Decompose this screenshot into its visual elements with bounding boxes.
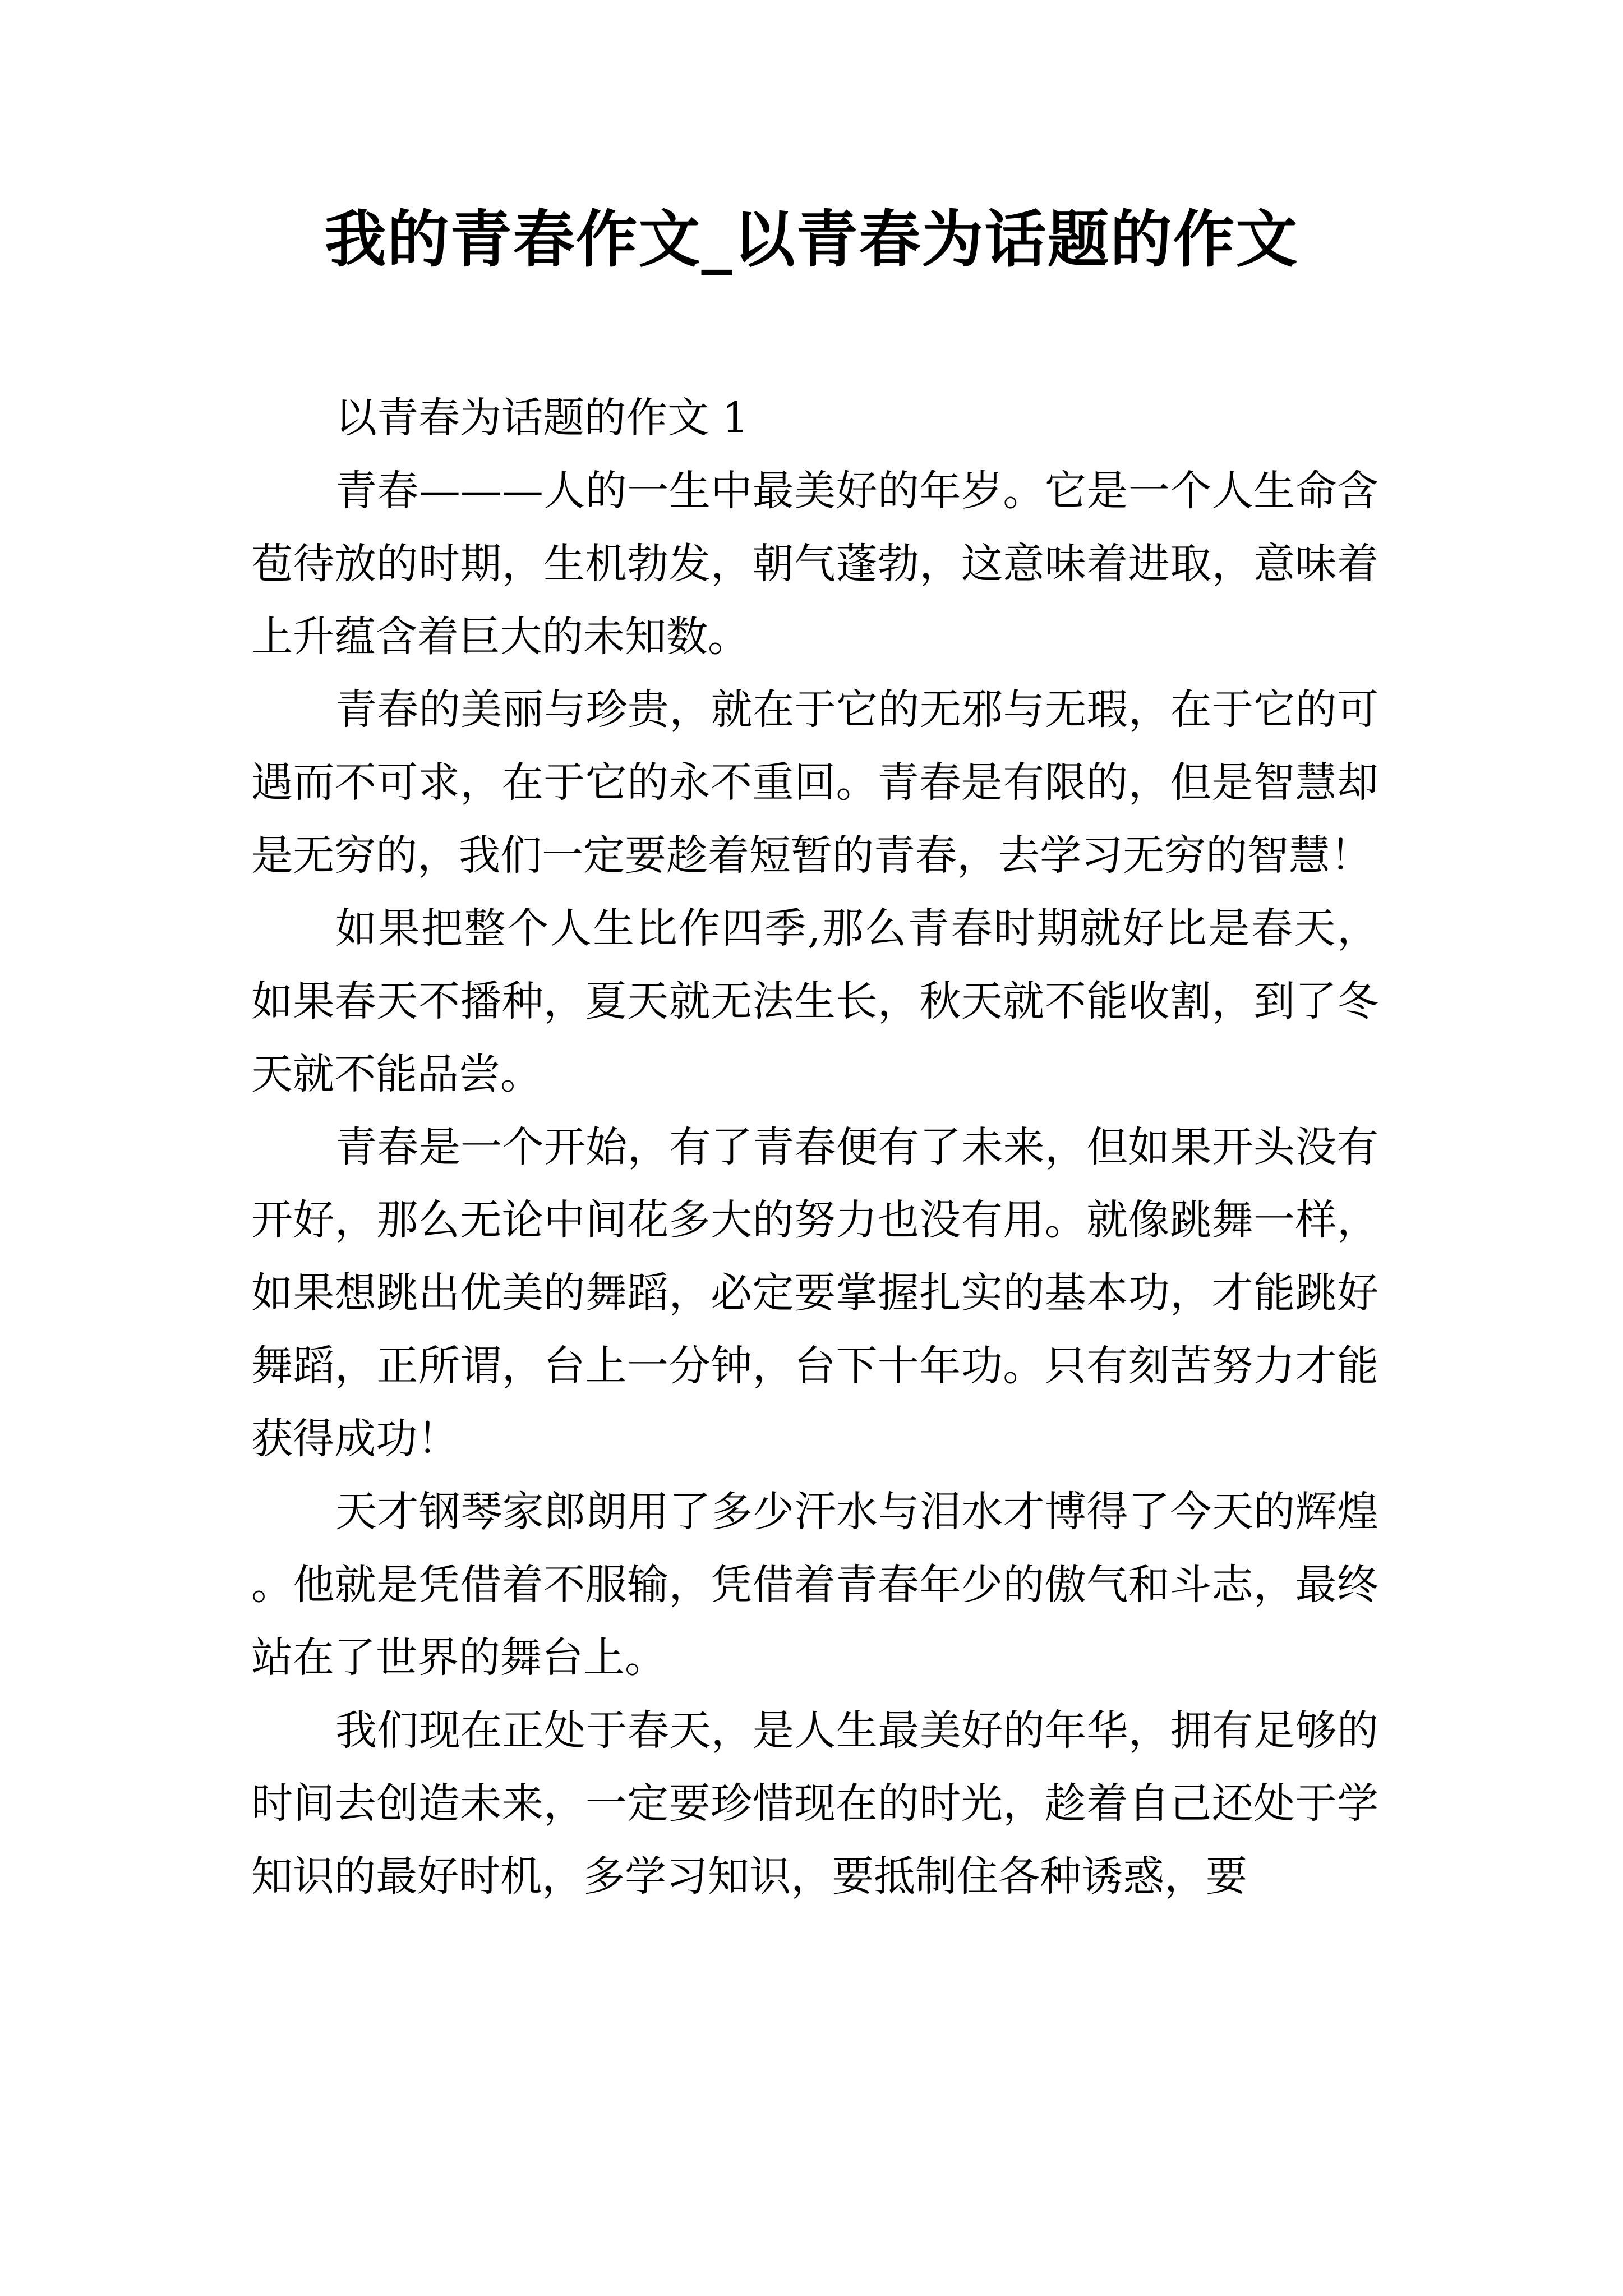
paragraph-4: 青春是一个开始，有了青春便有了未来，但如果开头没有开好，那么无论中间花多大的努力也没有用。就像跳舞一样，如果想跳出优美的舞蹈，必定要掌握扎实的基本功，才能跳好舞蹈，正所谓，台上一分钟，台下十年功。只有刻苦努力才能获得成功！: [251, 1123, 1378, 1463]
document-title: 我的青春作文_以青春为话题的作文: [324, 203, 1299, 275]
document-body: [251, 381, 1378, 1913]
paragraph-1: 青春———人的一生中最美好的年岁。它是一个人生命含苞待放的时期，生机勃发，朝气蓬勃，这意味着进取，意味着上升蕴含着巨大的未知数。: [251, 467, 1378, 661]
paragraph-6: 我们现在正处于春天，是人生最美好的年华，拥有足够的时间去创造未来，一定要珍惜现在的时光，趁着自己还处于学知识的最好时机，多学习知识，要抵制住各种诱惑，要: [251, 1706, 1378, 1901]
section-subtitle: 以青春为话题的作文 1: [335, 394, 749, 442]
paragraph-5: 天才钢琴家郎朗用了多少汗水与泪水才博得了今天的辉煌。他就是凭借着不服输，凭借着青春年少的傲气和斗志，最终站在了世界的舞台上。: [251, 1488, 1378, 1682]
paragraph-3: 如果把整个人生比作四季,那么青春时期就好比是春天，如果春天不播种，夏天就无法生长，秋天就不能收割，到了冬天就不能品尝。: [251, 904, 1378, 1098]
paragraph-2: 青春的美丽与珍贵，就在于它的无邪与无瑕，在于它的可遇而不可求，在于它的永不重回。青春是有限的，但是智慧却是无穷的，我们一定要趁着短暂的青春，去学习无穷的智慧！: [251, 685, 1378, 880]
